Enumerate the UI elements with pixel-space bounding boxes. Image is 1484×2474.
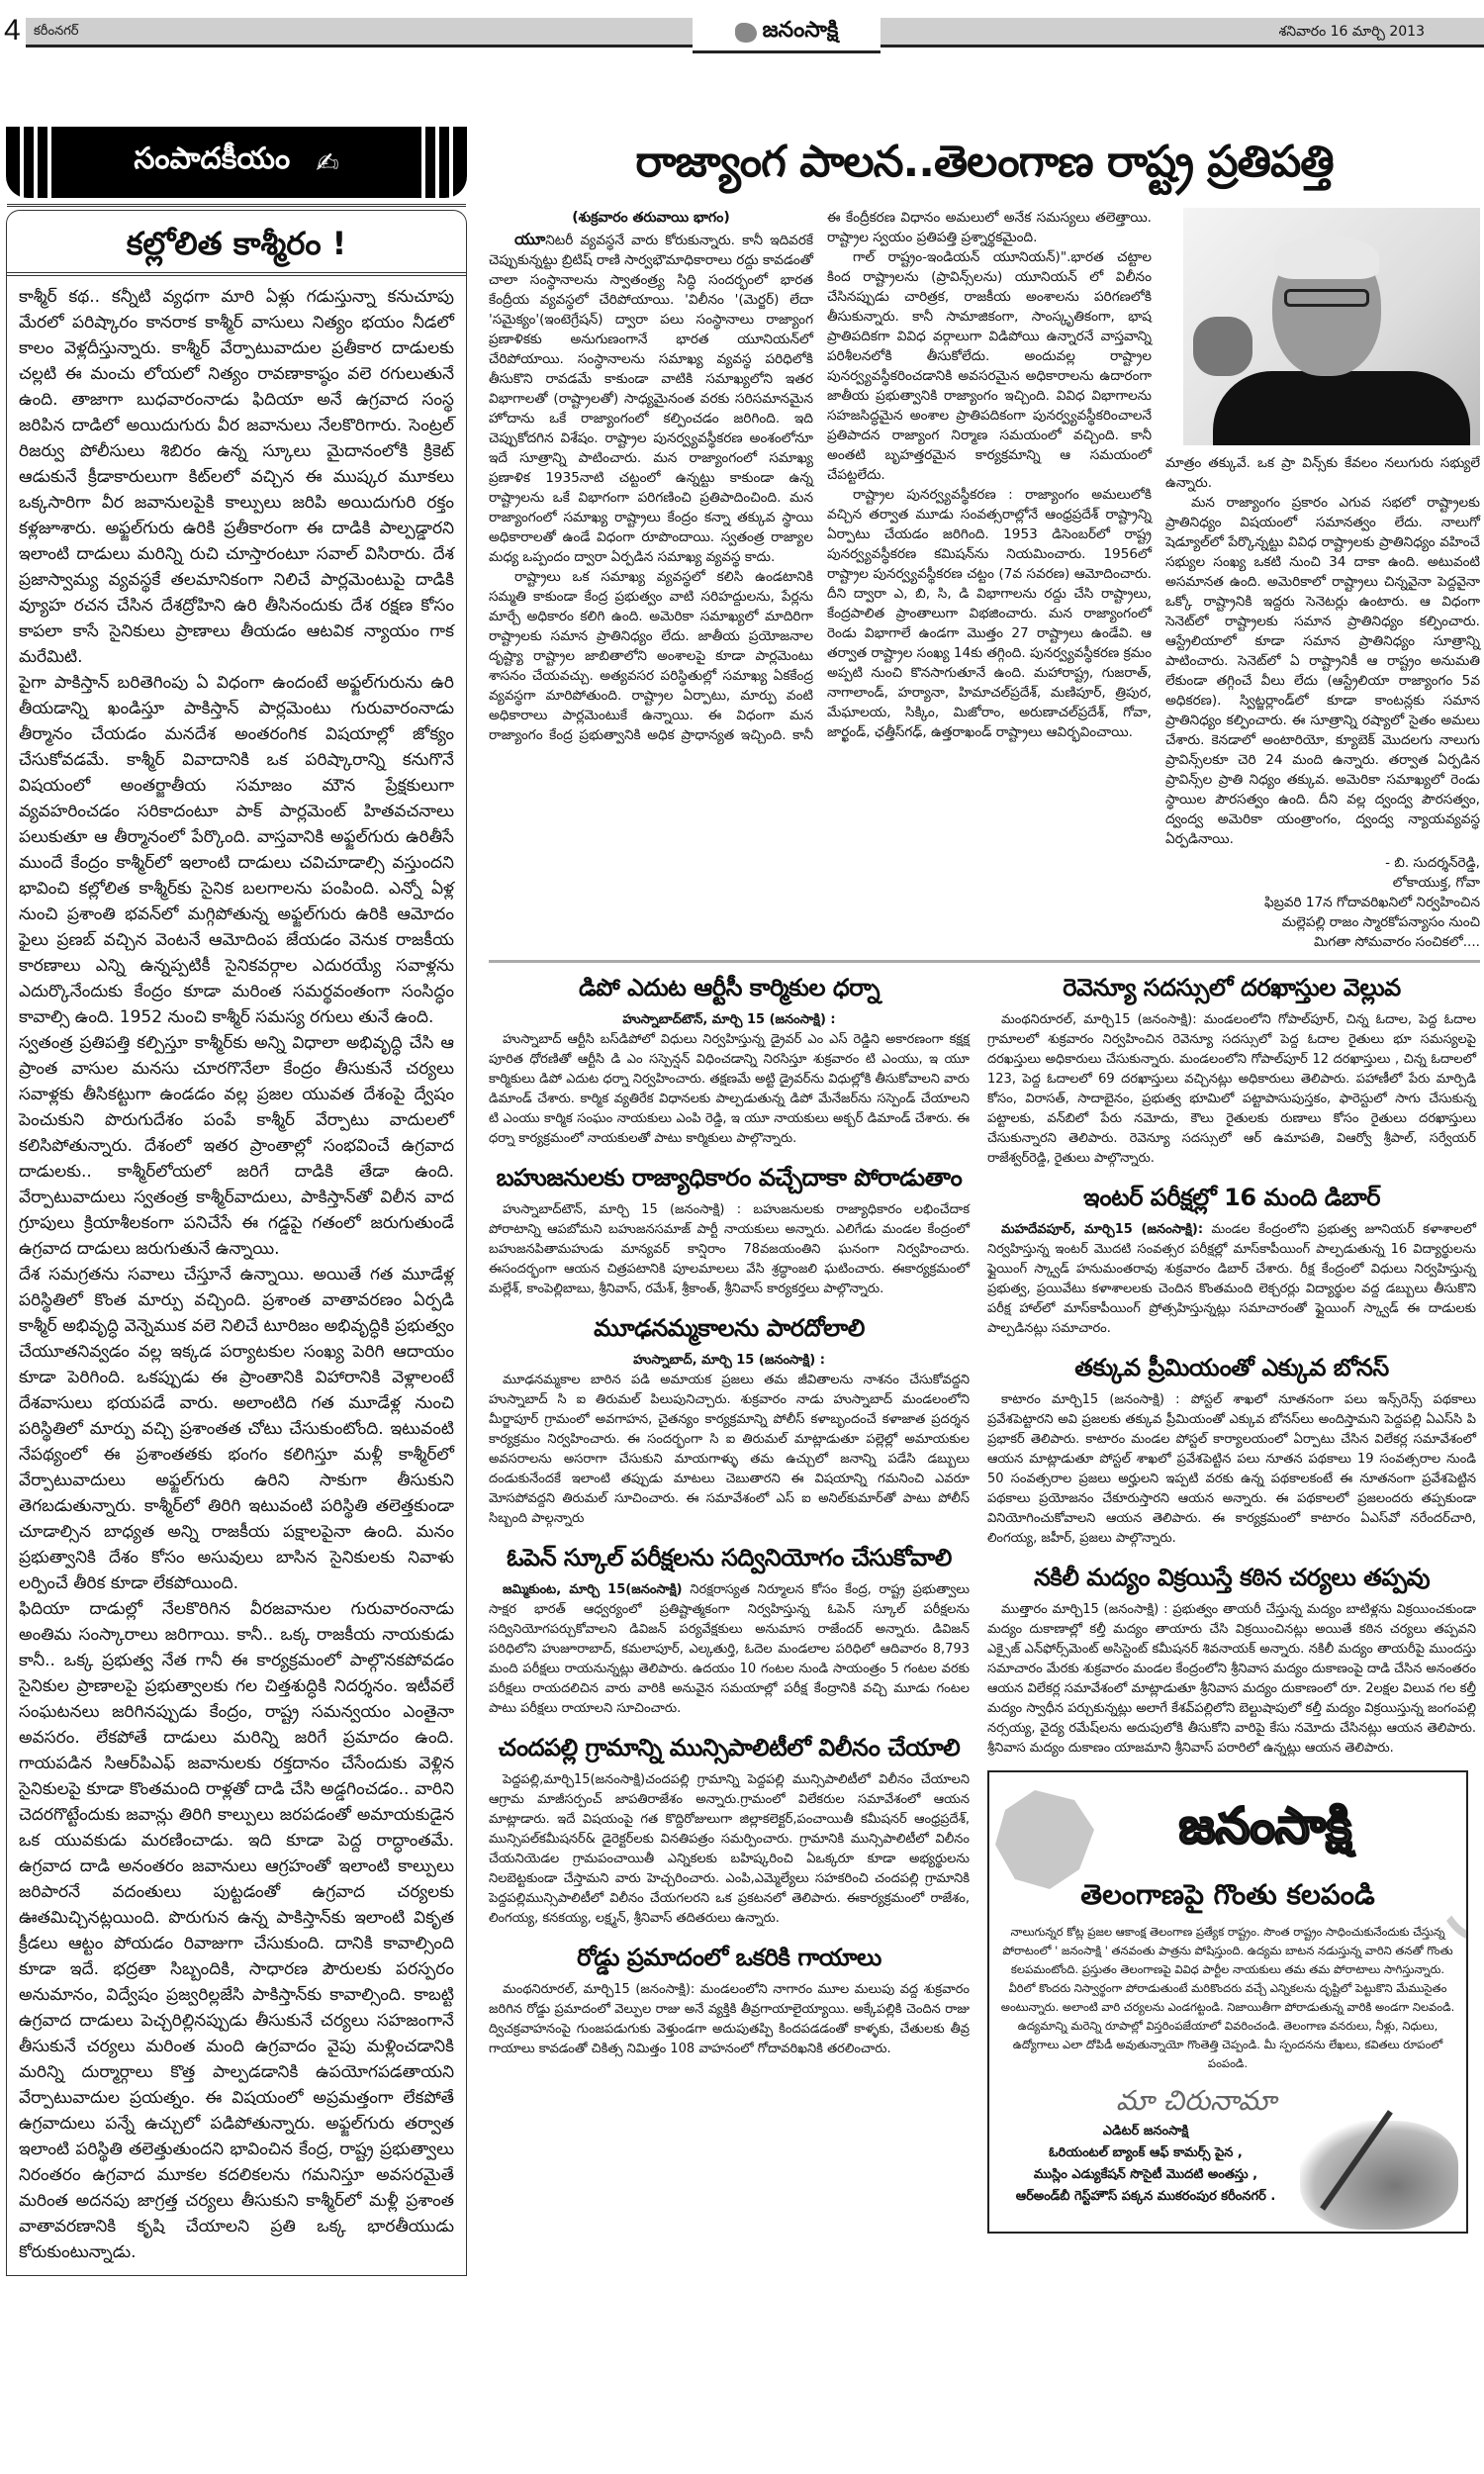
news-body: పెద్దపల్లి,మార్చి15(జనంసాక్షి)చందపల్లి గ్రామాన్ని పెద్దపల్లి మున్సిపాలిటీలో విలీనం చేయాలని ఆగ్రామ మాజీసర్పంచ్ జాపతిరాజేశం అన్నారు.గ్రామంలో విలేకరుల సమావేశంలో ఆయన మాట్లాడారు. ఇదే విషయంపై గత కొద్దిరోజులుగా జిల్లాకలెక్టర్,పంచాయితీ కమీషనర్ ఆంధ్రప్రదేశ్, మున్సిపల్‌కమీషనర్& డైరెక్టర్‌లకు వినతిపత్రం సమర్పించారు. గ్రామానికి మున్సిపాలిటీలో విలీనం చేయనియెడల గ్రామపంచాయితీ ఎన్నికలకు బహిష్కరించి ఏఒక్కరూ కూడా అభ్యర్థులను నిలబెట్టకుండా చేస్తామని వారు హెచ్చరించారు. ఎంపి,ఎమ్మెల్యేలు సహకరించి చందపల్లి గ్రామానికి పెద్దపల్లిమున్సిపాలిటీలో విలీనం చేయగలరని ఒక ప్రకటనలో తెలిపారు. ఈకార్యక్రమంలో రాజేశం, లింగయ్య, కనకయ్య, లక్ష్మన్, శ్రీనివాస్ తదితరులు ఉన్నారు. <box>489 1772 970 1926</box>
news-item <box>489 1311 970 1529</box>
source-note: మల్లెపల్లి రాజం స్మారకోపన్యాసం నుంచి <box>1281 914 1480 930</box>
main-article <box>489 208 1480 952</box>
news-body: నిరక్షరాస్యత నిర్మూలన కోసం కేంద్ర, రాష్ట్ర ప్రభుత్వాలు సాక్షర భారత్ ఆధ్వర్యంలో ప్రతిష్టాత్మకంగా నిర్వహిస్తున్న ఓపెన్ స్కూల్ పరీక్షలను సద్వినియోగపర్చుకోవాలని డివిజన్ పర్యవేక్షకులు అనుమాస రాజేందర్ అన్నారు. డివిజన్ పరిధిలోని హుజూరాబాద్, కమలాపూర్, ఎల్కతుర్తి, ఓదెల మండలాల పరిధిలో ఆదివారం 8,793 మంది పరీక్షలు రాయనున్నట్లు తెలిపారు. ఉదయం 10 గంటల నుండి సాయంత్రం 5 గంటల వరకు పరీక్షలు రాయదలిచిన వారు వారికి అనువైన సమయాల్లో పరీక్ష కేంద్రానికి వచ్చి మూడు గంటల పాటు పరీక్షలు రాయాలని సూచించారు. <box>489 1582 971 1716</box>
editorial-paragraph: స్వతంత్ర ప్రతిపత్తి కల్పిస్తూ కాశ్మీర్‌కు అన్ని విధాలా అభివృద్ధి చేసి ఆ ప్రాంత వాసుల మనసు చూరగొనేలా కేంద్రం తీసుకునే చర్యలు సవాళ్లకు తీసికట్టుగా ఉండడం వల్ల ప్రజల యువత దేశంపై ద్వేషం పెంచుకుని పొరుగుదేశం పంపే కాశ్మీర్ వేర్పాటు వాదులలో కలిసిపోతున్నారు. దేశంలో ఇతర ప్రాంతాల్లో సంభవించే ఉగ్రవాద దాడులకు.. కాశ్మీర్‌లోయలో జరిగే దాడికి తేడా ఉంది. వేర్పాటువాదులు స్వతంత్ర కాశ్మీర్‌వాదులు, పాకిస్తాన్‌తో విలీన వాద గ్రూపులు క్రియాశీలకంగా పనిచేసే ఈ గడ్డపై గతంలో జరుగుతుండే ఉగ్రవాద దాడులు జరుగుతునే ఉన్నాయి. <box>19 1033 454 1259</box>
editorial-paragraph: ఫిదియా దాడుల్లో నేలకొరిగిన వీరజవానుల గురువారంనాడు అంతిమ సంస్కారాలు జరిగాయి. కానీ.. ఒక్క రాజకీయ నాయకుడు కానీ.. ఒక్క ప్రభుత్వ నేత గానీ ఈ కార్యక్రమంలో పాల్గొనకపోవడం సైనికుల ప్రాణాలపై ప్రభుత్వాలకు గల చిత్తశుద్ధికి నిదర్శనం. ఇటీవలే సంఘటనలు జరిగినప్పుడు కేంద్రం, రాష్ట్ర సమన్వయం ఎంతైనా అవసరం. లేకపోతే దాడులు మరిన్ని జరిగే ప్రమాదం ఉంది. గాయపడిన సిఆర్‌పిఎఫ్ జవానులకు రక్తదానం చేసేందుకు వెళ్లిన సైనికులపై కూడా కొంతమంది రాళ్లతో దాడి చేసి అడ్డగించడం.. వారిని చెదరగొట్టేందుకు జవాన్లు తిరిగి కాల్పులు జరపడంతో అమాయకుడైన ఒక యువకుడు మరణించాడు. ఇది కూడా పెద్ద రాద్ధాంతమే. ఉగ్రవాద దాడి అనంతరం జవానులు ఆగ్రహంతో ఇలాంటి కాల్పులు జరిపారనే వదంతులు పుట్టడంతో ఉగ్రవాద చర్యలకు ఊతమిచ్చినట్లయింది. పొరుగున ఉన్న పాకిస్తాన్‌కు ఇలాంటి వికృత క్రీడలు ఆట్టం పోయడం రివాజుగా చేసుకుంది. దానికి కావాల్సింది కూడా ఇదే. భద్రతా సిబ్బందికి, సాధారణ పౌరులకు పరస్పరం అనుమానం, విద్వేషం ప్రజ్వరిల్లజేసి పాకిస్తాన్‌కు కావాల్సింది. కాబట్టి ఉగ్రవాద దాడులు పెచ్చరిల్లినప్పుడు తీసుకునే చర్యలు సహజంగానే తీసుకునే చర్యలు మరింత మంది ఉగ్రవాదం వైపు మళ్లించడానికి మరిన్ని దుర్మార్గాలు కొత్త పాల్పడడానికి ఉపయోగపడతాయని వేర్పాటువాదుల ప్రయత్నం. ఈ విషయంలో అప్రమత్తంగా లేకపోతే ఉగ్రవాదులు పన్నే ఉచ్చులో పడిపోతున్నారు. అఫ్జల్‌గురు తర్వాత ఇలాంటి పరిస్థితి తలెత్తుతుందని భావించిన కేంద్ర, రాష్ట్ర ప్రభుత్వాలు నిరంతరం ఉగ్రవాద మూకల కదలికలను గమనిస్తూ అవసరమైతే మరింత అదనపు జాగ్రత్త చర్యలు తీసుకుని కాశ్మీర్‌లో మళ్లీ ప్రశాంత వాతావరణానికి కృషి చేయాలని ప్రతి ఒక్క భారతీయుడు కోరుకుంటున్నాడు. <box>19 1599 454 2262</box>
news-headline: తక్కువ ప్రీమియంతో ఎక్కువ బోనస్ <box>1074 1354 1389 1381</box>
news-body: ముత్తారం మార్చి15 (జనంసాక్షి) : ప్రభుత్వం తాయరీ చేస్తున్న మద్యం బాటిళ్లను విక్రయించకుండా మద్యం దుకాణాల్లో కల్తీ మద్యం తాయారు చేసి విక్రయించినట్లు అయితే కఠిన చర్యలు తప్పవని ఎక్సైజ్ ఎన్‌ఫోర్స్‌మెంట్ అసిస్టెంట్ కమీషనర్ శివనాయక్ అన్నారు. నకిలీ మద్యం తాయరీపై ముందస్తు సమాచారం మేరకు శుక్రవారం మండల కేంద్రంలోని శ్రీనివాస మద్యం దుకాణంపై దాడి చేసిన అనంతరం ఆయన విలేకర్ల సమావేశంలో మాట్లాడుతూ శ్రీనివాస మద్యం దుకాణంలో రూ. 2లక్షల విలువ గల కల్తీ మద్యం స్వాధీన పర్చుకున్నట్లు అలాగే కేశవ్‌పల్లిలోని బెల్టుషాపులో కల్తీ మద్యం విక్రయిస్తున్న జంగంపల్లి నర్సయ్య, వైద్య రమేష్‌లను అదుపులోకి తీసుకోని వారిపై కేసు నమోదు చేసినట్లు ఆయన తెలిపారు. శ్రీనివాస మద్యం దుకాణం యాజమాని శ్రీనివాస్ పరారిలో ఉన్నట్లు ఆయన తెలిపారు. <box>987 1602 1476 1756</box>
news-item <box>489 1941 970 2059</box>
news-headline: ఇంటర్ పరీక్షల్లో 16 మంది డిబార్ <box>1082 1184 1381 1211</box>
news-body: మూఢనమ్మకాల బారిన పడి అమాయక ప్రజలు తమ జీవితాలను నాశనం చేసుకోవద్దని హుస్నాబాద్ సి ఐ తిరుమల్ పిలుపునిచ్చారు. శుక్రవారం నాడు హుస్నాబాద్ మండలంలోని మీర్జాపూర్ గ్రామంలో అవగాహన, చైతన్యం కార్యక్రమాన్ని పోలీస్ కళాబృందంచే కళాజాత ప్రదర్శన కార్యక్రమం నిర్వహించారు. ఈ సందర్భంగా సి ఐ తిరుమల్ మాట్లాడుతూ పల్లెల్లో అమాయకుల అవసరాలను అసరాగా చేసుకుని మాయగాళ్ళు తమ ఉచ్చులో జనాన్ని పడేసి డబ్బులు దండుకునేందకే ఇలాంటి తప్పుడు మాటలు చెబుతారని ఈ విషయాన్ని గమనించి ఎవరూ మోసపోవద్దని తిరుమల్ సూచించారు. ఈ సమావేశంలో ఎస్ ఐ అనిల్‌కుమార్‌తో పాటు పోలీస్ సిబ్బంది పాల్గన్నారు <box>489 1373 970 1526</box>
page-number: 4 <box>4 14 21 47</box>
author-title: లోకాయుక్త, గోవా <box>1392 875 1480 891</box>
news-item <box>987 1181 1476 1339</box>
ad-brand-logo: జనంసాక్షి <box>1178 1797 1352 1855</box>
edition-name: కరీంనగర్ <box>34 24 79 39</box>
author-name: - బి. సుదర్శన్‌రెడ్డి, <box>1385 855 1480 871</box>
news-dateline: హుస్నాబాద్‌టౌన్, మార్చి 15 (జనంసాక్షి) : <box>622 1012 836 1027</box>
editorial-paragraph: కాశ్మీర్ కథ.. కన్నీటి వ్యధగా మారి ఏళ్లు గడుస్తున్నా కనుచూపు మేరలో పరిష్కారం కానరాక కాశ్మీర్ వాసులు నిత్యం భయం నీడలో కాలం వెళ్లదీస్తున్నారు. కాశ్మీర్ వేర్పాటువాదుల ప్రతీకార దాడులకు చల్లటి ఈ మంచు లోయలో నిత్యం రావణాకాష్ఠం వలె రగులుతునే ఉంది. తాజాగా బుధవారంనాడు ఫిదియా అనే ఉగ్రవాద సంస్థ జరిపిన దాడిలో అయిదుగురు వీర జవానులు నేలకొరిగారు. సెంట్రల్ రిజర్వు పోలీసులు శిబిరం ఉన్న స్కూలు మైదానంలోకి క్రికెట్ ఆడుకునే క్రీడాకారులుగా కిట్‌లలో వచ్చిన ఈ ముష్కర మూకలు ఒక్కసారిగా వీర జవానులపైకి కాల్పులు జరిపి అయిదుగురి రక్తం కళ్లజూశారు. అఫ్జల్‌గురు ఉరికి ప్రతీకారంగా ఈ దాడికి పాల్పడ్డారని ఇలాంటి దాడులు మరిన్ని రుచి చూస్తారంటూ సవాల్ విసిరారు. దేశ ప్రజాస్వామ్య వ్యవస్థకే తలమానికంగా నిలిచే పార్లమెంటుపై దాడికి వ్యూహ రచన చేసిన దేశద్రోహిని ఉరి తీసినందుకు దేశ రక్షణ కోసం కాపలా కాసే సైనికులు ప్రాణాలు తీయడం ఆటవిక న్యాయం గాక మరేమిటి. <box>19 287 454 667</box>
address-line: ముస్లిం ఎడ్యుకేషన్ సొసైటీ మొదటి అంతస్తు , <box>1033 2167 1258 2182</box>
author-photo <box>1183 208 1480 445</box>
news-item <box>489 1161 970 1299</box>
continuation-note: (శుక్రవారం తరువాయి భాగం) <box>572 210 730 226</box>
news-headline: రెవెన్యూ సదస్సులో దరఖాస్తుల వెల్లువ <box>1063 974 1401 1001</box>
article-paragraph: మాత్రం తక్కువే. ఒక ప్రా విన్స్‌కు కేవలం నలుగురు సభ్యులే ఉన్నారు. <box>1165 455 1480 491</box>
editorial-label-text: సంపాదకీయం <box>134 142 291 176</box>
address-line: ఆర్అండ్‌బీ గెస్ట్‌హౌస్ పక్కన ముకరంపుర కరీంనగర్ . <box>1015 2189 1276 2204</box>
news-item <box>987 1561 1476 1759</box>
news-item <box>987 1351 1476 1549</box>
drop-lead: యూ <box>514 230 546 248</box>
news-body: హుస్నాబాద్‌టౌన్, మార్చి 15 (జనంసాక్షి) : బహుజనులకు రాజ్యాధికారం లభించేదాక పోరాటాన్ని ఆపబోమని బహుజనసమాజ్ పార్టీ నాయకులు అన్నారు. ఎలిగేడు మండల కేంద్రంలో బహుజనపితామహుడు మాన్యవర్ కాన్షిరాం 78వజయంతిని ఘనంగా నిర్వహించారు. ఈసందర్భంగా ఆయన చిత్రపటానికి పూలమాలలు వేసి శ్రద్ధాంజలి ఘటించారు. ఈకార్యక్రమంలో మల్లేశ్, కాంపెల్లిబాబు, శ్రీనివాస్, రమేశ్, శ్రీకాంత్, శ్రీనివాస్ కార్యకర్తలు పాల్గొన్నారు. <box>489 1202 970 1296</box>
main-headline: రాజ్యాంగ పాలన..తెలంగాణ రాష్ట్ర ప్రతిపత్తి <box>635 137 1334 187</box>
news-item <box>489 1731 970 1929</box>
news-body: మంథనిరూరల్, మార్చి15 (జనంసాక్షి): మండలంలోని నాగారం మూల మలుపు వద్ద శుక్రవారం జరిగిన రోడ్డు ప్రమాదంలో వెల్పుల రాజు అనే వ్యక్తికి తీవ్రగాయాలైయ్యాయి. అక్కేపల్లికి చెందిన రాజు ద్విచక్రవాహనంపై గుంజపడుగుకు వెళ్తుండగా అదుపుతప్పి కిందపడడంతో కాళ్ళకు, చేతులకు తీవ్ర గాయాలు కావడంతో చికిత్స నిమిత్తం 108 వాహనంలో గోదావరిఖనికి తరలించారు. <box>489 1982 970 2056</box>
address-block <box>997 2121 1294 2208</box>
news-dateline: హుస్నాబాద్, మార్చి 15 (జనంసాక్షి) : <box>633 1353 825 1368</box>
news-headline: చందపల్లి గ్రామాన్ని మున్సిపాలిటీలో విలీనం చేయాలి <box>498 1734 961 1761</box>
article-paragraph: రాష్ట్రాల పునర్వ్యవస్థీకరణ : రాజ్యాంగం అమలులోకి వచ్చిన తర్వాత మూడు సంవత్సరాల్లోనే ఆంధ్రప్రదేశ్ రాష్ట్రాన్ని ఏర్పాటు చేయడం జరిగింది. 1953 డిసెంబర్‌లో రాష్ట్ర పునర్వ్యవస్థీకరణ కమిషన్‌ను నియమించారు. 1956లో రాష్ట్రాల పునర్వ్యవస్థీకరణ చట్టం (7వ సవరణ) ఆమోదించారు. దీని ద్వారా ఎ, బి, సి, డి విభాగాలను రద్దు చేసి రాష్ట్రాలు, కేంద్రపాలిత ప్రాంతాలుగా విభజించారు. మన రాజ్యాంగంలో రెండు విభాగాలే ఉండగా మొత్తం 27 రాష్ట్రాలు ఉండేవి. ఆ తర్వాత రాష్ట్రాల సంఖ్య 14కు తగ్గింది. పునర్వ్యవస్థీకరణ క్రమం అప్పటి నుంచి కొనసాగుతూనే ఉంది. మహారాష్ట్ర, గుజరాత్, నాగాలాండ్, హర్యానా, హిమాచల్‌ప్రదేశ్, మణిపూర్, త్రిపుర, మేఘాలయ, సిక్కిం, మిజోరాం, అరుణాచల్‌ప్రదేశ్, గోవా, జార్ఖండ్, ఛత్తీస్‌గఢ్, ఉత్తరాఖండ్ రాష్ట్రాలు ఆవిర్భవించాయి. <box>827 487 1152 740</box>
article-paragraph: గాల్ రాష్ట్రం-ఇండియన్ యూనియన్)".భారత చట్టాల కింద రాష్ట్రాలను (ప్రావిన్స్‌లను) యూనియన్ లో విలీనం చేసినప్పుడు చారిత్రక, రాజకీయ అంశాలను పరిగణలోకి తీసుకున్నారు. కానీ సామాజికంగా, సాంస్కృతికంగా, భాష ప్రాతిపదికగా వివిధ వర్గాలుగా విడిపోయి ఉన్నారనే వాస్తవాన్ని పరిశీలనలోకి తీసుకోలేదు. అందువల్ల రాష్ట్రాల పునర్వ్యవస్థీకరించడానికి అవసరమైన అధికారాలను ఉదారంగా జాతీయ ప్రభుత్వానికి రాజ్యాంగం ఇచ్చింది. వివిధ విభాగాలను సహజసిద్ధమైన అంశాల ప్రాతిపదికంగా పునర్వ్యవస్థీకరించాలనే ప్రతిపాదన రాజ్యాంగ నిర్మాణ సమయంలో వచ్చింది. కానీ అంతటి బృహత్తరమైన కార్యక్రమాన్ని ఆ సమయంలో చేపట్టలేదు. <box>827 249 1152 483</box>
news-headline: మూఢనమ్మకాలను పారదోలాలి <box>594 1314 865 1342</box>
news-body: కాటారం మార్చి15 (జనంసాక్షి) : పోస్టల్ శాఖలో నూతనంగా పలు ఇన్స్‌రెన్స్ పథకాలు ప్రవేశపెట్టారని అవి ప్రజలకు తక్కువ ప్రీమియంతో ఎక్కువ బోనస్‌లు అందిస్తామని పెద్దపల్లి ఏఎస్‌సి పి ప్రభాకర్ తెలిపారు. కాటారం మండల పోస్టల్ కార్యాలయంలో ఏర్పాటు చేసిన విలేకర్ల సమావేశంలో ఆయన మాట్లాడుతూ పోస్టల్ శాఖలో ప్రవేశపెట్టిన పలు నూతన పథకాలు 19 సంవత్సరాల నుండి 50 సంవత్సరాల ప్రజలు అర్హులని ఇప్పటి వరకు ఉన్న పథకాలకంటే ఈ నూతనంగా ప్రవేశపెట్టిన పథకాలు ప్రయోజనం చేకూరుస్తారని ఆయన అన్నారు. ఈ పథకాలలో ప్రజలందరు తప్పకుండా వినియోగించుకోవాలని ఆయన తెలిపారు. ఈ కార్యక్రమంలో కాటారం ఏఎస్‌వో నరేందర్‌చారి, లింగయ్య, జహీర్, ప్రజలు పాల్గొన్నారు. <box>987 1392 1476 1546</box>
news-body: మంథనిరూరల్, మార్చి15 (జనంసాక్షి): మండలంలోని గోపాల్‌పూర్, చిన్న ఓదాల, పెద్ద ఓదాల గ్రామాలలో శుక్రవారం నిర్వహించిన రెవెన్యూ సదస్సులో పెద్ద ఓదాల రైతులు భూ సమస్యలపై దరఖస్తులు అధికారులు చేసుకున్నారు. మండలంలోని గోపాల్‌పూర్ 12 దరఖాస్తులు , చిన్న ఓదాలలో 123, పెద్ద ఓదాలలో 69 దరఖాస్తులు వచ్చినట్లు అధికారులు తెలిపారు. పహాణీలో పేరు మార్పిడి కోసం, విరాసత్, సాదాబైనం, ప్రభుత్వ భూమిలో పట్టాపాసుపుస్తకం, ఫారెస్టులో సాగు చేసుకున్న పట్టాలకు, వన్‌బిలో పేరు నమోదు, కౌలు రైతులకు రుణాలు కోసం రైతులు దరఖాస్తులు చేసుకున్నారని తెలిపారు. రెవెన్యూ సదస్సులో ఆర్ ఉమాపతి, విఆర్వో శ్రీపాల్, సర్వేయర్ రాజేశ్వర్‌రెడ్డి, రైతులు పాల్గొన్నారు. <box>987 1012 1476 1166</box>
address-line: ఓరియంటల్ బ్యాంక్ ఆఫ్ కామర్స్ పైన , <box>1049 2145 1243 2160</box>
news-headline: రోడ్డు ప్రమాదంలో ఒకరికి గాయాలు <box>577 1944 881 1971</box>
news-dateline: మహదేవపూర్, మార్చి15 (జనంసాక్షి): <box>1001 1222 1204 1237</box>
editorial-label <box>6 127 467 198</box>
author-signature <box>1165 853 1480 952</box>
main-article-column-3 <box>1165 208 1480 952</box>
news-headline: నకిలీ మద్యం విక్రయిస్తే కఠిన చర్యలు తప్పవు <box>1033 1564 1431 1591</box>
editorial-paragraph: దేశ సమగ్రతను సవాలు చేస్తూనే ఉన్నాయి. అయితే గత మూడేళ్ల పరిస్థితిలో కొంత మార్పు వచ్చింది. ప్రశాంత వాతావరణం ఏర్పడి కాశ్మీర్ అభివృద్ధి వెన్నెముక వలె నిలిచే టూరిజం అభివృద్ధికి ప్రభుత్వం చేయూతనివ్వడం వల్ల ఇక్కడ పర్యాటకుల సంఖ్య పెరిగి ఆదాయం కూడా పెరిగింది. ఒకప్పుడు ఈ ప్రాంతానికి విహారానికి వెళ్లాలంటే దేశవాసులు భయపడే వారు. అలాంటిది గత మూడేళ్ల నుంచి పరిస్థితిలో మార్పు వచ్చి ప్రశాంతత చోటు చేసుకుంటోంది. ఇటువంటి నేపథ్యంలో ఈ ప్రశాంతతకు భంగం కలిగిస్తూ మళ్లీ కాశ్మీర్‌లో వేర్పాటువాదులు అఫ్జల్‌గురు ఉరిని సాకుగా తీసుకుని తెగబడుతున్నారు. కాశ్మీర్‌లో తిరిగి ఇటువంటి పరిస్థితి తలెత్తకుండా చూడాల్సిన బాధ్యత అన్ని రాజకీయ పక్షాలపైనా ఉంది. మనం ప్రభుత్వానికి దేశం కోసం అసువులు బాసిన సైనికులకు నివాళు లర్పించే తీరిక కూడా లేకపోయింది. <box>19 1265 454 1593</box>
article-paragraph: మన రాజ్యాంగం ప్రకారం ఎగువ సభలో రాష్ట్రాలకు ప్రాతినిధ్యం విషయంలో సమానత్వం లేదు. నాలుగో షెడ్యూల్‌లో పేర్కొన్నట్టు వివిధ రాష్ట్రాలకు ప్రాతినిధ్యం వహించే సభ్యుల సంఖ్య ఒకటి నుంచి 34 దాకా ఉంది. అటువంటి అసమానత ఉంది. అమెరికాలో రాష్ట్రాలు చిన్నవైనా పెద్దవైనా ఒక్కో రాష్ట్రానికి ఇద్దరు సెనెటర్లు ఉంటారు. ఆ విధంగా సెనెట్‌లో రాష్ట్రాలకు సమాన ప్రాతినిధ్యం కల్పించారు. ఆస్ట్రేలియాలో కూడా సమాన ప్రాతినిధ్యం సూత్రాన్ని పాటించారు. సెనెట్‌లో ఏ రాష్ట్రానికీ ఆ రాష్ట్రం అనుమతి లేకుండా తగ్గించే వీలు లేదు (ఆస్ట్రేలియా రాజ్యాంగం 5వ అధికరణ). స్విట్జర్లాండ్‌లో కూడా కాంటన్లకు సమాన ప్రాతినిధ్యం కల్పించారు. ఈ సూత్రాన్ని రష్యాలో సైతం అమలు చేశారు. కెనడాలో అంటారియో, క్యూబెక్ మొదలగు నాలుగు ప్రావిన్స్‌లకూ చెరి 24 మంది ఉన్నారు. తర్వాత ఏర్పడిన ప్రావిన్స్‌ల ప్రాతి నిధ్యం తక్కువ. అమెరికా సమాఖ్యలో రెండు స్థాయిల పౌరసత్వం ఉంది. దీని వల్ల ద్వంద్వ పౌరసత్వం, ద్వంద్వ అమెరికా యంత్రాంగం, ద్వంద్వ న్యాయవ్యవస్థ ఏర్పడినాయి. <box>1165 495 1480 847</box>
article-paragraph: రాష్ట్రాలు ఒక సమాఖ్య వ్యవస్థలో కలిసి ఉండటానికి సమ్మతి కాకుండా కేంద్ర ప్రభుత్వం వాటి సరిహద్దులను, పేర్లను మార్చే అధికారం కలిగి ఉంది. అమెరికా సమాఖ్యలో మాదిరిగా రాష్ట్రాలకు సమాన ప్రాతినిధ్యం లేదు. జాతీయ ప్రయోజనాల దృష్ట్యా రాష్ట్రాల జాబితాలోని అంశాలపై కూడా పార్లమెంటు శాసనం చేయవచ్చు. అత్యవసర పరిస్థితుల్లో సమాఖ్య ఏకకేంద్ర వ్యవస్థగా మారిపోతుంది. రాష్ట్రాల ఏర్పాటు, మార్పు వంటి అధికారాలు పార్లమెంటుకే ఉన్నాయి. ఈ విధంగా మన రాజ్యాంగం కేంద్ర ప్రభుత్వానికి అధిక ప్రాధాన్యత ఇచ్చింది. కానీ ఈ కేంద్రీకరణ విధానం అమలులో అనేక సమస్యలు తలెత్తాయి. రాష్ట్రాల స్వయం ప్రతిపత్తి ప్రశ్నార్థకమైంది. <box>489 210 1152 743</box>
news-item <box>489 1541 970 1719</box>
source-note: ఫిబ్రవరి 17న గోదావరిఖనిలో నిర్వహించిన <box>1263 895 1480 910</box>
main-article-columns <box>489 208 1152 745</box>
ad-text: నాలుగున్నర కోట్ల ప్రజల ఆకాంక్ష తెలంగాణ ప్రత్యేక రాష్ట్రం. సొంత రాష్ట్రం సాధించుకునేందుకు చేస్తున్న పోరాటంలో ' జనంసాక్షి ' తనవంతు పాత్రను పోషిస్తుంది. ఉద్యమ బాటన నడుస్తున్న వారిని తనతో గొంతు కలపమంటోంది. ప్రస్తుతం తెలంగాణపై వివిధ పార్టీల నాయకులు తమ తమ పోరాటాలు సాగిస్తున్నారు. వీరిలో కొందరు నిస్వార్థంగా పోరాడుతుంటే మరికొందరు వచ్చే ఎన్నికలను దృష్టిలో పెట్టుకొని మేముసైతం అంటున్నారు. అలాంటి వారి చర్యలను ఎండగట్టండి. నిజాయితీగా పోరాడుతున్న వారికి అండగా నిలవండి. ఉద్యమాన్ని మరెన్ని రూపాల్లో విస్తరింపజేయాలో వివరించండి. తెలంగాణ వనరులు, నీళ్లు, నిధులు, ఉద్యోగాలు ఎలా దోపిడీ అవుతున్నాయో గొంతెత్తి చెప్పండి. మీ స్పందనను లేఖలు, కవితలు రూపంలో పంపండి. <box>1000 1925 1455 2070</box>
article-paragraph: నిటరీ వ్యవస్థనే వారు కోరుకున్నారు. కానీ ఇదివరకే చెప్పుకున్నట్టు బ్రిటిష్ రాణి సార్వభౌమాధికారాలు రద్దు కావడంతో చాలా సంస్థానాలను స్వాతంత్ర్య సిద్ధి సందర్భంలో భారత కేంద్రీయ వ్యవస్థలో చేరిపోయాయి. 'విలీనం '(మెర్జర్) లేదా 'సమైక్యం'(ఇంటెగ్రేషన్) ద్వారా పలు సంస్థానాలు రాజ్యాంగ ప్రణాళికకు అనుగుణంగానే భారత యూనియన్‌లో చేరిపోయాయి. సంస్థానాలను సమాఖ్య వ్యవస్థ పరిధిలోకి తీసుకొని రావడమే కాకుండా వాటికి సమాఖ్యలోని ఇతర విభాగాలతో (రాష్ట్రాలతో) సాధ్యమైనంత వరకు సరిసమానమైన హోదాను ఒకే రాజ్యాంగంలో కల్పించడం జరిగింది. ఇది చెప్పుకోదగిన విశేషం. రాష్ట్రాల పునర్వ్యవస్థీకరణ అంశంలోనూ ఇదే సూత్రాన్ని పాటించారు. మన రాజ్యాంగంలో సమాఖ్య ప్రణాళిక 1935నాటి చట్టంలో ఉన్నట్టు కాకుండా ఉన్న రాష్ట్రాలను ఒకే విభాగంగా పరిగణించి ప్రతిపాదించింది. మన రాజ్యాంగంలో సమాఖ్య రాష్ట్రాలు కేంద్రం కన్నా తక్కువ స్థాయి అధికారాలతో ఉండే విధంగా రూపొందాయి. స్వతంత్ర రాజ్యాల మధ్య ఒప్పందం ద్వారా ఏర్పడిన సమాఖ్య వ్యవస్థ కాదు. <box>489 233 813 565</box>
news-body: మండల కేంద్రంలోని ప్రభుత్వ జూనియర్ కళాశాలలో నిర్వహిస్తున్న ఇంటర్ మొదటి సంవత్సర పరీక్షల్లో మాస్‌కాపీయింగ్ పాల్పడుతున్న 16 విద్యార్థులను ఫ్లైయింగ్ స్క్వాడ్ హనుమంతరావు శుక్రవారం డిబార్ చేశారు. రీక్ష కేంద్రంలో విధులు నిర్వహిస్తున్న ప్రభుత్వ, ప్రయివేటు కళాశాలలకు చెందిన కొంతమంది లెక్చరర్లు విద్యార్థుల వద్ద డబ్బులు తీసుకొని పరీక్ష హాల్‌లో మాస్‌కాపీయింగ్ ప్రోత్సహిస్తున్నట్లు సమాచారంతో ఫ్లైయింగ్ స్క్వాడ్ ఈ దాడులకు పాల్పడినట్లు సమాచారం. <box>987 1222 1476 1336</box>
editorial-paragraph: పైగా పాకిస్తాన్ బరితెగింపు ఏ విధంగా ఉందంటే అఫ్జల్‌గురును ఉరి తీయడాన్ని ఖండిస్తూ పాకిస్తాన్ పార్లమెంటు గురువారంనాడు తీర్మానం చేయడం మనదేశ అంతరంగిక విషయాల్లో జోక్యం చేసుకోవడమే. కాశ్మీర్ వివాదానికి ఒక పరిష్కారాన్ని కనుగొనే విషయంలో అంతర్జాతీయ సమాజం మౌన ప్రేక్షకులుగా వ్యవహరించడం సరికాదంటూ పాక్ పార్లమెంట్ హితవచనాలు పలుకుతూ ఆ తీర్మానంలో పేర్కొంది. వాస్తవానికి అఫ్జల్‌గురు ఉరితీసే ముందే కేంద్రం కాశ్మీర్‌లో ఇలాంటి దాడులు చవిచూడాల్సి వస్తుందని భావించి కల్లోలిత కాశ్మీర్‌కు సైనిక బలగాలను పంపింది. ఎన్నో ఏళ్ల నుంచి ప్రశాంతి భవన్‌లో మగ్గిపోతున్న అఫ్జల్‌గురు ఉరికి ఆమోదం ఫైలు ప్రణబ్ వచ్చిన వెంటనే ఆమోదింప జేయడం వెనుక రాజకీయ కారణాలు ఎన్ని ఉన్నప్పటికీ సైనికవర్గాల ఎదురయ్యే సవాళ్లను ఎదుర్కొనేందుకు కేంద్రం కూడా మరింత సమర్థవంతంగా సంసిద్ధం కావాల్సి ఉంది. 1952 నుంచి కాశ్మీర్ సమస్య రగులు తునే ఉంది. <box>19 673 454 1027</box>
pen-icon: ✍ <box>316 145 339 179</box>
issue-date: శనివారం 16 మార్చి 2013 <box>1278 24 1425 40</box>
paper-name: జనంసాక్షి <box>762 17 839 43</box>
news-item <box>489 971 970 1149</box>
editorial-article <box>6 210 467 2276</box>
writing-hand-image <box>1300 2121 1458 2230</box>
editorial-title: కల్లోలిత కాశ్మీరం ! <box>7 211 466 276</box>
janamsakshi-advertisement <box>987 1770 1468 2234</box>
ad-slogan: తెలంగాణపై గొంతు కలపండి <box>1080 1878 1375 1911</box>
news-headline: బహుజనులకు రాజ్యాధికారం వచ్చేదాకా పోరాడుతాం <box>496 1164 963 1191</box>
masthead-logo <box>693 14 881 53</box>
news-item <box>987 971 1476 1169</box>
news-body: హుస్నాబాద్ ఆర్టీసి బస్‌డిపోలో విధులు నిర్వహిస్తున్న డ్రైవర్ ఎం ఎస్ రెడ్డిని అకారణంగా కక్షక్ష పూరిత ధోరణితో ఆర్టీసి డి ఎం సస్పెన్షన్ విధించడాన్ని నిరసిస్తూ శుక్రవారం టి ఎంయు, ఇ యూ కార్మికులు డిపో ఎదుట ధర్నా నిర్వహించారు. తక్షణమే అట్టి డ్రైవర్‌ను విధుల్లోకి తీసుకోవాలని వారు డిమాండ్ చేశారు. కార్మిక వ్యతిరేక విధానలకు పాల్పడుతున్న డిపో మేనేజర్‌ను సస్పెండ్ చేయాలని టి ఎంయు కార్మిక సంఘం నాయకులు ఎంపి రెడ్డి, ఇ యూ నాయకులు అక్బర్ డిమాండ్ చేశారు. ఈ ధర్నా కార్యక్రమంలో నాయకులతో పాటు కార్మికులు పాల్గొన్నారు. <box>489 1032 970 1146</box>
editorial-body <box>7 276 466 2275</box>
address-heading: మా చిరునామా <box>1116 2084 1277 2117</box>
page-header <box>0 14 1484 53</box>
continued-note: మిగతా సోమవారం సంచికలో.... <box>1313 934 1480 950</box>
news-headline: ఓపెన్ స్కూల్ పరీక్షలను సద్వినియోగం చేసుకోవాలి <box>507 1544 952 1571</box>
address-line: ఎడిటర్ జనంసాక్షి <box>1102 2124 1189 2139</box>
telangana-map-icon <box>735 23 757 43</box>
section-divider <box>489 960 1480 963</box>
news-headline: డిపో ఎదుట ఆర్టీసీ కార్మికుల ధర్నా <box>578 974 881 1001</box>
news-dateline: జమ్మికుంట, మార్చి 15(జనంసాక్షి) <box>503 1582 683 1597</box>
